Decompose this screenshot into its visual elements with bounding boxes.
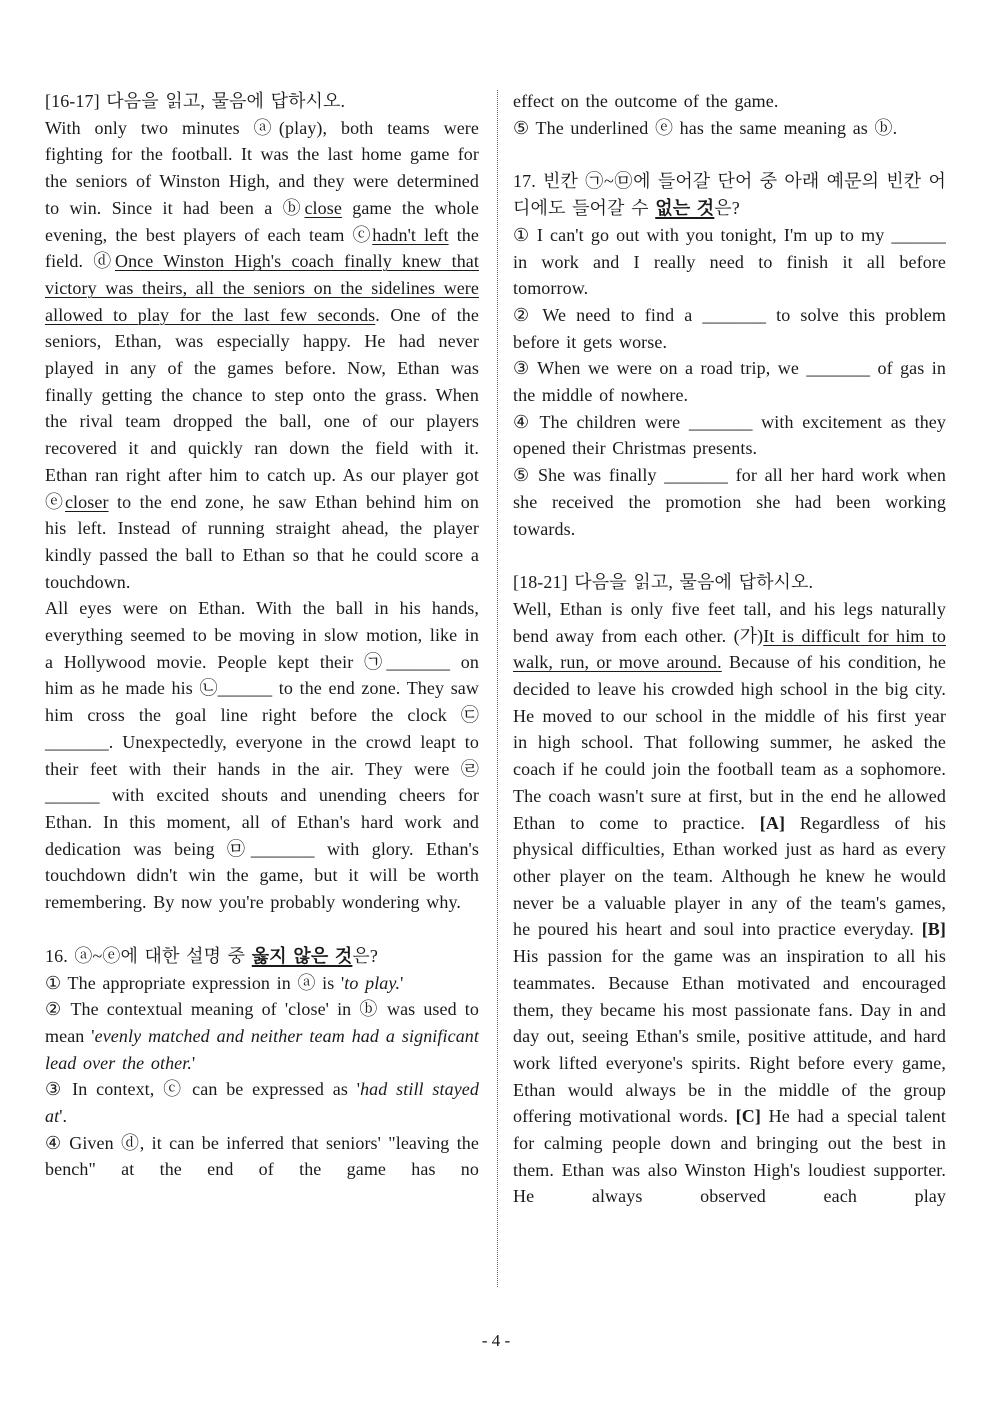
question-17-option-3: ③ When we were on a road trip, we _______ of gas in the middle of nowhere. [513, 358, 946, 406]
question-17-option-2: ② We need to find a _______ to solve this problem before it gets worse. [513, 304, 946, 352]
passage-16-17-paragraph-2: All eyes were on Ethan. With the ball in his hands, everything seemed to be moving in slow motion, like in a Hollywood movie. People kept their ㉠_______ on him as he made his ㉡______ to the end zone. They saw him cross the goal line right before the clock ㉢_______. Unexpectedly, everyone in the crowd leapt to their feet with their hands in the air. They were ㉣______ with excited shouts and unending cheers for Ethan. In this moment, all of Ethan's hard work and dedication was being ㉤_______ with glory. Ethan's touchdown didn't win the game, but it will be worth remembering. By now you're probably wondering why. [45, 598, 479, 913]
section-16-17-instruction: [16-17] 다음을 읽고, 물음에 답하시오. [45, 91, 346, 111]
page-number: - 4 - [481, 1331, 511, 1350]
column-divider-dotted-rule [497, 90, 498, 1287]
question-16-stem: 16. ⓐ~ⓔ에 대한 설명 중 옳지 않은 것은? [45, 945, 378, 966]
question-16-option-5: ⑤ The underlined ⓔ has the same meaning as ⓑ. [513, 117, 898, 138]
left-column [45, 88, 479, 1183]
question-16-option-4: ④ Given ⓓ, it can be inferred that seniors' "leaving the bench" at the end of the game has no [45, 1132, 479, 1180]
question-17-option-5: ⑤ She was finally _______ for all her hard work when she received the promotion she had been working towards. [513, 465, 946, 539]
question-17-stem: 17. 빈칸 ㉠~㉤에 들어갈 단어 중 아래 예문의 빈칸 어디에도 들어갈 수 없는 것은? [513, 171, 946, 219]
right-column [513, 88, 946, 1210]
passage-18-21-paragraph-1: Well, Ethan is only five feet tall, and his legs naturally bend away from each other. (가)It is difficult for him to walk, run, or move around. Because of his condition, he decided to leave his crowded high school in the big city. He moved to our school in the middle of his first year in high school. That following summer, he asked the coach if he could join the football team as a sophomore. The coach wasn't sure at first, but in the end he allowed Ethan to come to practice. [A] Regardless of his physical difficulties, Ethan worked just as hard as every other player on the team. Although he knew he would never be a valuable player in any of the team's games, he poured his heart and soul into practice everyday. [B] His passion for the game was an inspiration to all his teammates. Because Ethan motivated and encouraged them, they became his most passionate fans. Day in and day out, seeing Ethan's smile, positive attitude, and hard work lifted everyone's spirits. Right before every game, Ethan would always be in the middle of the group offering motivational words. [C] He had a special talent for calming people down and bringing out the best in them. Ethan was also Winston High's loudiest supporter. He always observed each play [513, 598, 947, 1207]
question-17-option-4: ④ The children were _______ with excitement as they opened their Christmas presents. [513, 411, 946, 459]
question-16-option-1: ① The appropriate expression in ⓐ is 'to play.' [45, 972, 404, 993]
question-16-option-4-continuation: effect on the outcome of the game. [513, 91, 779, 111]
question-17-option-1: ① I can't go out with you tonight, I'm up to my ______ in work and I really need to finish it all before tomorrow. [513, 224, 946, 299]
question-16-option-3: ③ In context, ⓒ can be expressed as 'had still stayed at'. [45, 1079, 479, 1127]
passage-16-17-paragraph-1: With only two minutes ⓐ(play), both teams were fighting for the football. It was the last home game for the seniors of Winston High, and they were determined to win. Since it had been a ⓑclose game the whole evening, the best players of each team ⓒhadn't left the field. ⓓOnce Winston High's coach finally knew that victory was theirs, all the seniors on the sidelines were allowed to play for the last few seconds. One of the seniors, Ethan, was especially happy. He had never played in any of the games before. Now, Ethan was finally getting the chance to step onto the grass. When the rival team dropped the ball, one of our players recovered it and quickly ran down the field with it. Ethan ran right after him to catch up. As our player got ⓔcloser to the end zone, he saw Ethan behind him on his left. Instead of running straight ahead, the player kindly passed the ball to Ethan so that he could score a touchdown. [45, 117, 479, 592]
question-16-option-2: ② The contextual meaning of 'close' in ⓑ was used to mean 'evenly matched and neither team had a significant lead over the other.' [45, 999, 479, 1073]
section-18-21-instruction: [18-21] 다음을 읽고, 물음에 답하시오. [513, 572, 814, 593]
